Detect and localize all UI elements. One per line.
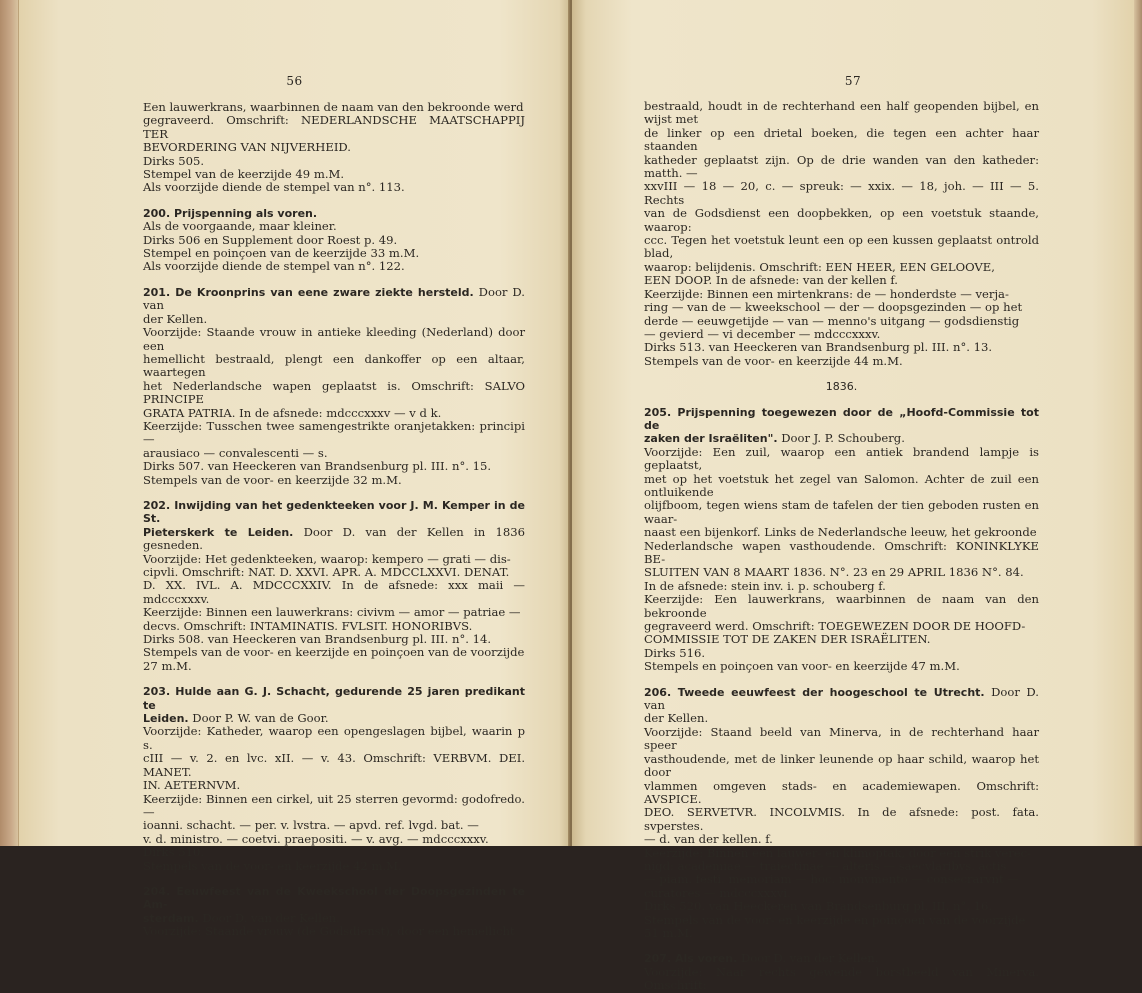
text-line: Stempels van de voor- en keerzijde en poinçoen van de voorzijde [644, 912, 1026, 927]
entry-heading-line [644, 686, 1039, 713]
paragraph-gap [143, 487, 525, 499]
text-line: waarop: belijdenis. Omschrift: EEN HEER, EEN GELOOVE, [644, 259, 995, 274]
entry-heading-rest: Door D. van [143, 284, 525, 313]
entry-heading-line [143, 526, 525, 553]
text-line: Een lauwerkrans, waarbinnen de naam van den bekroonde werd [143, 100, 524, 114]
entry-heading: 203. Hulde aan G. J. Schacht, gedurende 25 jaren predikant te [143, 685, 525, 712]
text-line: arausiaco — convalescenti — s. [143, 445, 328, 460]
text-line: EEN DOOP. In de afsnede: van der kellen f. [644, 273, 898, 288]
entry-heading-line [143, 685, 525, 712]
text-line: gegraveerd. Omschrift: NEDERLANDSCHE MAATSCHAPPIJ TER [143, 113, 525, 141]
text-line: Voorzijde: Het gedenkteeken, waarop: kempero — grati — dis- [143, 551, 511, 566]
text-line: cipvli. Omschrift: NAT. D. XXVI. APR. A. MDCCLXXVI. DENAT. [143, 565, 510, 579]
text-line: — d. van der kellen. f. [644, 832, 773, 847]
paragraph-gap [143, 274, 525, 286]
text-line: Stempel en poinçoen van de keerzijde 33 m.M. [143, 246, 420, 261]
text-line: katheder geplaatst zijn. Op de drie wanden van den katheder: matth. — [644, 152, 1039, 181]
text-line: hemellicht bestraald, plengt een dankoffer op een altaar, waartegen [143, 351, 525, 380]
text-line: Stempels en poinçoen van voor- en keerzijde 47 m.M. [644, 659, 960, 674]
text-line: IN. AETERNVM. [143, 778, 241, 793]
entry-heading-line [143, 885, 525, 912]
text-line: bestraald, houdt in de rechterhand een half geopenden bijbel, en wijst met [644, 99, 1039, 127]
entry-heading: 205. Prijspenning toegewezen door de „Hoofd-Commissie tot de [644, 405, 1039, 432]
text-line: Als de voorgaande, maar kleiner. [143, 219, 337, 234]
entry-heading-rest: Door D. van der Kellen. [737, 951, 879, 966]
text-line: vlammen omgeven stads- en academiewapen. Omschrift: AVSPICE. [644, 778, 1039, 806]
text-line: Keerzijde: Binnen een cirkel, uit 25 sterren gevormd: godofredo. — [143, 791, 525, 819]
text-line: van de Godsdienst een doopbekken, op een voetstuk staande, waarop: [644, 206, 1039, 234]
text-line: Dirks 520. van Heeckeren van Brandsenburg pl. III. n°. 16. [644, 899, 993, 914]
text-line: v. d. ministro. — coetvi. praepositi. — v. avg. — mdcccxxxv. [143, 831, 489, 846]
text-line: gegraveerd werd. Omschrift: TOEGEWEZEN DOOR DE HOOFD- [644, 619, 1026, 634]
right-page-text [644, 100, 1039, 993]
entry-heading: 202. Inwijding van het gedenkteeken voor J. M. Kemper in de St. [143, 498, 525, 526]
text-line: Dirks 516. [644, 645, 706, 660]
text-line: Stempels van de voor- en keerzijde en poinçoen van de voorzijde [143, 645, 525, 660]
entry-heading: 200. Prijspenning als voren. [143, 206, 318, 220]
text-line: derde — eeuwgetijde — van — menno's uitgang — godsdienstig [644, 313, 1020, 328]
entry-heading-line [143, 286, 525, 313]
text-line: Keerzijde: Binnen een mirtenkrans: de — honderdste — verja- [644, 286, 1009, 301]
text-line: Nederlandsche wapen vasthoudende. Omschrift: KONINKLYKE BE- [644, 538, 1039, 566]
text-line: Stempel van de keerzijde 49 m.M. [143, 167, 345, 182]
text-line: olijfboom, tegen wiens stam de tafelen der tien geboden rusten en waar- [644, 498, 1039, 526]
entry-heading: sterdam. [143, 911, 199, 925]
text-line: xxvIII — 18 — 20, c. — spreuk: — xxix. — 18, joh. — III — 5. Rechts [644, 179, 1039, 207]
text-line: cIII — v. 2. en lvc. xII. — v. 43. Omschrift: VERBVM. DEI. MANET. [143, 751, 525, 779]
text-line: naast een bijenkorf. Links de Nederlandsche leeuw, het gekroonde [644, 525, 1037, 540]
text-line: Dirks 508. van Heeckeren van Brandsenburg pl. III. n°. 14. [143, 632, 492, 647]
text-line: In de afsnede: stein inv. i. p. schouberg f. [644, 578, 886, 593]
text-line: 51 m.M. [644, 925, 693, 940]
entry-heading-line [644, 432, 1039, 445]
paragraph-gap [143, 673, 525, 685]
text-line: Als voorzijde diende de stempel van n°. 122. [143, 259, 405, 274]
text-line: Stempels van de voor- en keerzijde 42 m.M. [143, 858, 402, 873]
entry-heading-line [143, 712, 525, 725]
page-number-right: 57 [844, 74, 862, 88]
text-line: ioanni. schacht. — per. v. lvstra. — apvd. ref. lvgd. bat. — [143, 818, 479, 833]
text-line: SLUITEN VAN 8 MAART 1836. N°. 23 en 29 APRIL 1836 N°. 84. [644, 565, 1024, 580]
text-line: Keerzijde: Binnen een lauwer- en klimoptak, door een strik verec- [644, 845, 1032, 860]
text-line: — gevierd — vi december — mdcccxxxv. [644, 326, 881, 341]
entry-heading-line [143, 912, 525, 925]
paragraph-gap [644, 674, 1039, 686]
text-line: Dirks 507. van Heeckeren van Brandsenburg pl. III. n°. 15. [143, 459, 492, 474]
text-line: Voorzijde: Naar rechts gewende borstbeeld van Minerva. Omschrift: [644, 964, 1039, 993]
entry-heading: Leiden. [143, 712, 189, 726]
entry-heading-rest: Door J. P. Schouberg. [777, 431, 905, 446]
year-heading: 1836. [825, 380, 858, 394]
left-page [18, 0, 570, 939]
text-line: GRATA PATRIA. In de afsnede: mdcccxxxv — v d k. [143, 405, 442, 420]
text-line: Dirks 505. [143, 153, 205, 168]
entry-heading-line [644, 952, 1039, 965]
entry-heading: 206. Tweede eeuwfeest der hoogeschool te Utrecht. [644, 685, 985, 699]
entry-heading: Pieterskerk te Leiden. [143, 525, 294, 539]
text-line: Dirks 506 en Supplement door Roest p. 49. [143, 232, 398, 247]
paragraph-gap [143, 195, 525, 207]
text-line: D. XX. IVL. A. MDCCCXXIV. In de afsnede: xxx maii — mdcccxxxv. [143, 578, 525, 606]
text-line: — piam. festi. memoriam — hoc. monvmento — consecrarvnt — [644, 872, 1019, 887]
entry-heading: 204. Eeuwfeest van de Kweekschool der Doopsgezinden te Am- [143, 884, 525, 912]
entry-heading: 207. Als voren. [644, 952, 738, 966]
text-line: curatores — mdcccxxxvi. [644, 885, 791, 900]
paragraph-gap [644, 394, 1039, 406]
entry-heading-rest: Door P. W. van de Goor. [188, 711, 329, 726]
text-line: Dirks 513. van Heeckeren van Brandsenburg pl. III. n°. 13. [644, 340, 993, 355]
text-line: Keerzijde: Binnen een lauwerkrans: civivm — amor — patriae — [143, 605, 521, 620]
text-line: 27 m.M. [143, 658, 192, 673]
text-line: Voorzijde: Katheder, waarop een opengeslagen bijbel, waarin p s. [143, 724, 525, 752]
text-line: nigd: academiae — traiectinae — alteris — saecvlaribvs. actis [644, 858, 1007, 873]
text-line: Dirks 510. [143, 845, 205, 860]
text-line: met op het voetstuk het zegel van Salomon. Achter de zuil een ontluikende [644, 471, 1039, 499]
text-line: BEVORDERING VAN NIJVERHEID. [143, 140, 351, 155]
paragraph-gap [644, 368, 1039, 380]
book-edge-left [0, 0, 18, 846]
text-line: der Kellen. [644, 711, 709, 726]
entry-heading-rest: Door D. van der Kellen. [198, 910, 340, 925]
entry-heading-line [143, 499, 525, 526]
text-line: Keerzijde: Een lauwerkrans, waarbinnen de naam van den bekroonde [644, 592, 1039, 620]
left-page-text [143, 101, 525, 939]
entry-heading-rest: Door D. van der Kellen in 1836 gesneden. [143, 524, 525, 553]
text-line: Voorzijde: Staand beeld van Minerva, in de rechterhand haar speer [644, 724, 1039, 753]
text-line: ring — van de — kweekschool — der — doopsgezinden — op het [644, 300, 1023, 315]
text-line: ccc. Tegen het voetstuk leunt een op een kussen geplaatst ontrold blad, [644, 233, 1039, 261]
entry-heading-line [644, 406, 1039, 433]
text-line: Voorzijde: Een zuil, waarop een antiek brandend lampje is geplaatst, [644, 444, 1039, 473]
right-page [572, 0, 1134, 993]
text-line: vasthoudende, met de linker leunende op haar schild, waarop het door [644, 751, 1039, 780]
entry-heading: zaken der Israëliten". [644, 432, 778, 446]
text-line: de linker op een drietal boeken, die tegen een achter haar staanden [644, 125, 1039, 154]
text-line: COMMISSIE TOT DE ZAKEN DER ISRAËLITEN. [644, 632, 931, 647]
text-line: Stempels van de voor- en keerzijde 44 m.M. [644, 353, 903, 368]
entry-heading-rest: Door D. van [644, 684, 1039, 713]
entry-heading-line [143, 207, 525, 220]
page-number-left: 56 [286, 74, 303, 88]
text-line: decvs. Omschrift: INTAMINATIS. FVLSIT. HONORIBVS. [143, 618, 473, 633]
text-line: der Kellen. [143, 311, 208, 326]
text-line: DEO. SERVETVR. INCOLVMIS. In de afsnede: post. fata. svperstes. [644, 805, 1039, 833]
text-line: Voorzijde: Staande vrouw in antieke kleeding (Nederland) door een [143, 325, 525, 353]
book-edge-right [1134, 0, 1142, 846]
text-line: Keerzijde: Tusschen twee samengestrikte oranjetakken: principi — [143, 418, 525, 447]
entry-heading: 201. De Kroonprins van eene zware ziekte hersteld. [143, 285, 474, 299]
text-line: Voorzijde: Staande vrouw (de Godsdienst), door een hemellicht [143, 924, 515, 939]
text-line: Stempels van de voor- en keerzijde 32 m.M. [143, 472, 402, 487]
text-line: Als voorzijde diende de stempel van n°. 113. [143, 180, 405, 195]
paragraph-gap [143, 873, 525, 885]
text-line: het Nederlandsche wapen geplaatst is. Omschrift: SALVO PRINCIPE [143, 378, 525, 407]
